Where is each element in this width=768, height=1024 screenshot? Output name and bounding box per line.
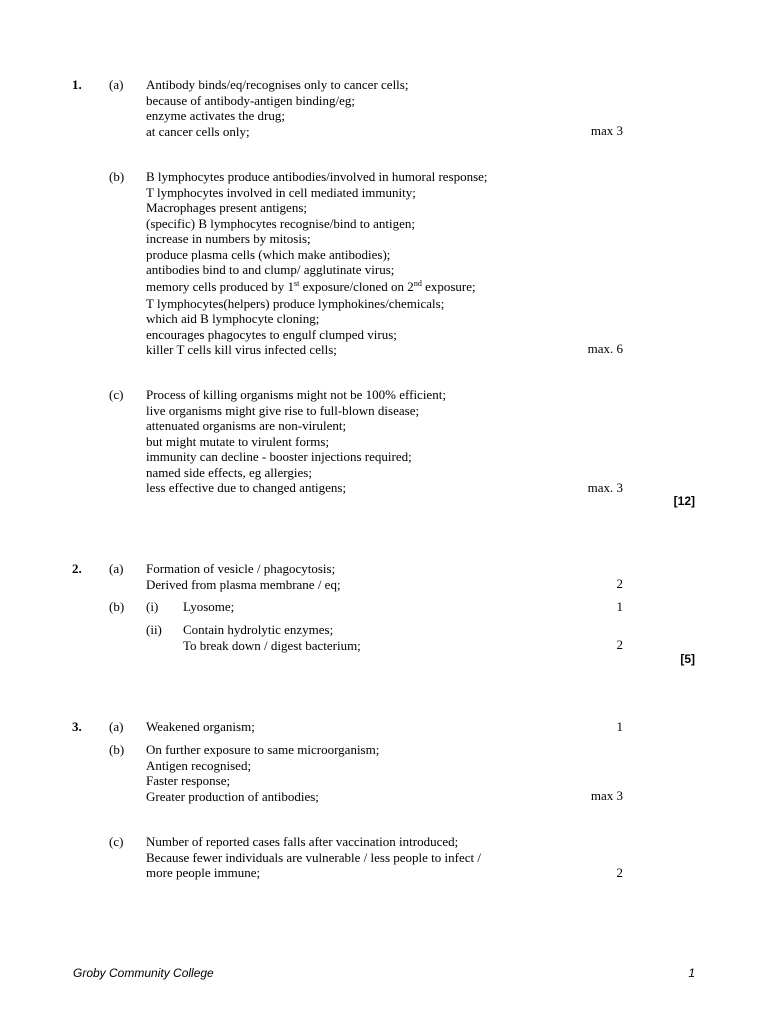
memory-line-text: exposure/cloned on 2 — [299, 278, 414, 294]
footer-college-name: Groby Community College — [73, 966, 214, 980]
answer-line: produce plasma cells (which make antibodies); — [146, 246, 391, 262]
question-3-number: 3. — [72, 719, 82, 734]
answer-line: Process of killing organisms might not be 100% efficient; — [146, 387, 446, 402]
question-1-total: [12] — [673, 494, 695, 508]
part-2b-i-answer — [183, 599, 234, 615]
answer-line: To break down / digest bacterium; — [183, 637, 361, 653]
part-2b-i-label: (i) — [146, 599, 159, 614]
part-2a-answer — [146, 561, 341, 592]
part-1a-answer — [146, 77, 408, 139]
part-3a-answer — [146, 719, 255, 735]
part-1b-answer — [146, 169, 488, 358]
answer-line: at cancer cells only; — [146, 123, 250, 139]
answer-line: live organisms might give rise to full-blown disease; — [146, 402, 420, 418]
answer-line: encourages phagocytes to engulf clumped virus; — [146, 326, 397, 342]
part-1c-mark: max. 3 — [587, 480, 623, 495]
superscript-st: st — [294, 278, 300, 288]
answer-line: Lyosome; — [183, 599, 235, 614]
answer-line: Greater production of antibodies; — [146, 788, 319, 804]
question-1-number: 1. — [72, 77, 82, 92]
memory-line-text: exposure; — [421, 278, 476, 294]
answer-line: enzyme activates the drug; — [146, 108, 285, 123]
part-3c-mark: 2 — [616, 865, 623, 880]
answer-line: but might mutate to virulent forms; — [146, 433, 330, 449]
answer-line: Number of reported cases falls after vaccination introduced; — [146, 834, 459, 849]
answer-line: increase in numbers by mitosis; — [146, 231, 311, 246]
part-1b-mark: max. 6 — [587, 341, 623, 356]
answer-line: T lymphocytes(helpers) produce lymphokines/chemicals; — [146, 295, 445, 311]
answer-line: killer T cells kill virus infected cells; — [146, 342, 337, 357]
answer-line: less effective due to changed antigens; — [146, 480, 347, 495]
answer-line: immunity can decline - booster injections required; — [146, 449, 412, 464]
answer-line: Antibody binds/eq/recognises only to cancer cells; — [146, 77, 409, 92]
part-2b-ii-label: (ii) — [146, 622, 162, 637]
part-1c-label: (c) — [109, 387, 124, 402]
answer-line: Weakened organism; — [146, 719, 255, 734]
answer-line: named side effects, eg allergies; — [146, 464, 312, 480]
part-3b-label: (b) — [109, 742, 125, 757]
part-1c-answer — [146, 387, 446, 496]
part-3c-answer — [146, 834, 481, 881]
superscript-nd: nd — [413, 278, 422, 288]
answer-line: Derived from plasma membrane / eq; — [146, 576, 341, 592]
answer-line: T lymphocytes involved in cell mediated immunity; — [146, 184, 416, 200]
answer-line: Faster response; — [146, 773, 231, 788]
part-2b-ii-answer — [183, 622, 361, 653]
memory-line-text: memory cells produced by 1 — [146, 278, 295, 294]
part-2a-label: (a) — [109, 561, 124, 576]
part-3c-label: (c) — [109, 834, 124, 849]
answer-line: which aid B lymphocyte cloning; — [146, 311, 320, 326]
answer-line: Because fewer individuals are vulnerable / less people to infect / — [146, 849, 481, 865]
part-2b-label: (b) — [109, 599, 125, 614]
footer-page-number: 1 — [688, 966, 695, 980]
answer-line-memory-cells — [146, 278, 488, 296]
part-1a-label: (a) — [109, 77, 124, 92]
part-3b-answer — [146, 742, 379, 804]
answer-line: (specific) B lymphocytes recognise/bind to antigen; — [146, 215, 415, 231]
answer-line: more people immune; — [146, 865, 261, 880]
part-3b-mark: max 3 — [590, 788, 623, 803]
question-2-number: 2. — [72, 561, 82, 576]
part-2b-ii-mark: 2 — [616, 637, 623, 652]
part-1b-label: (b) — [109, 169, 125, 184]
answer-line: Contain hydrolytic enzymes; — [183, 622, 334, 637]
answer-line: On further exposure to same microorganism; — [146, 742, 380, 757]
part-3a-mark: 1 — [616, 719, 623, 734]
part-3a-label: (a) — [109, 719, 124, 734]
answer-line: Macrophages present antigens; — [146, 200, 308, 215]
part-1a-mark: max 3 — [590, 123, 623, 138]
part-2a-mark: 2 — [616, 576, 623, 591]
part-2b-i-mark: 1 — [616, 599, 623, 614]
answer-line: antibodies bind to and clump/ agglutinate virus; — [146, 262, 395, 277]
answer-line: attenuated organisms are non-virulent; — [146, 418, 347, 433]
answer-line: because of antibody-antigen binding/eg; — [146, 92, 356, 108]
answer-line: Formation of vesicle / phagocytosis; — [146, 561, 336, 576]
answer-line: B lymphocytes produce antibodies/involved in humoral response; — [146, 169, 488, 184]
question-2-total: [5] — [680, 652, 695, 666]
answer-line: Antigen recognised; — [146, 757, 252, 773]
